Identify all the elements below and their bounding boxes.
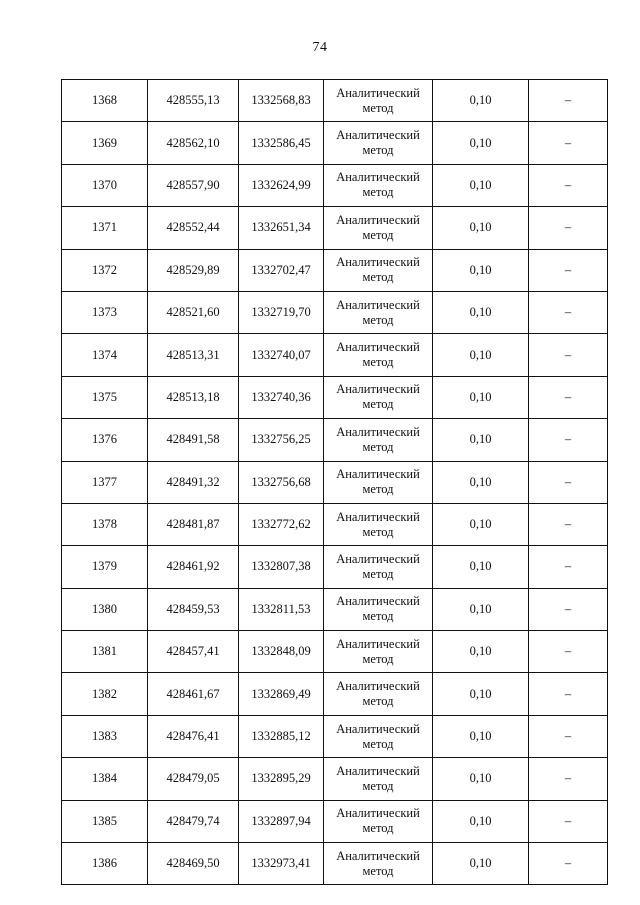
table-row xyxy=(62,122,608,164)
method-line-2: метод xyxy=(362,863,394,878)
table-row xyxy=(62,249,608,291)
accuracy-cell: 0,10 xyxy=(433,419,529,461)
x-coordinate-cell: 428552,44 xyxy=(148,207,239,249)
method-line-1: Аналитический xyxy=(336,467,420,482)
note-cell: – xyxy=(529,122,608,164)
method-line-1: Аналитический xyxy=(336,340,420,355)
table-row xyxy=(62,800,608,842)
y-coordinate-cell: 1332848,09 xyxy=(239,631,324,673)
note-cell: – xyxy=(529,715,608,757)
x-coordinate-cell: 428457,41 xyxy=(148,631,239,673)
accuracy-cell: 0,10 xyxy=(433,334,529,376)
table-row xyxy=(62,843,608,885)
y-coordinate-cell: 1332811,53 xyxy=(239,588,324,630)
y-coordinate-cell: 1332772,62 xyxy=(239,503,324,545)
accuracy-cell: 0,10 xyxy=(433,546,529,588)
point-number-cell: 1377 xyxy=(62,461,148,503)
method-cell xyxy=(324,291,433,333)
method-line-2: метод xyxy=(362,270,394,285)
method-cell xyxy=(324,843,433,885)
method-cell xyxy=(324,546,433,588)
accuracy-cell: 0,10 xyxy=(433,503,529,545)
note-cell: – xyxy=(529,80,608,122)
point-number-cell: 1381 xyxy=(62,631,148,673)
y-coordinate-cell: 1332568,83 xyxy=(239,80,324,122)
method-line-2: метод xyxy=(362,778,394,793)
point-number-cell: 1384 xyxy=(62,758,148,800)
method-cell xyxy=(324,715,433,757)
method-line-2: метод xyxy=(362,439,394,454)
y-coordinate-cell: 1332624,99 xyxy=(239,164,324,206)
method-line-2: метод xyxy=(362,651,394,666)
note-cell: – xyxy=(529,631,608,673)
method-line-2: метод xyxy=(362,227,394,242)
method-cell xyxy=(324,334,433,376)
table-row xyxy=(62,546,608,588)
coordinates-table-body xyxy=(62,80,608,885)
x-coordinate-cell: 428469,50 xyxy=(148,843,239,885)
y-coordinate-cell: 1332973,41 xyxy=(239,843,324,885)
method-cell xyxy=(324,122,433,164)
coordinates-table xyxy=(61,79,608,885)
x-coordinate-cell: 428513,31 xyxy=(148,334,239,376)
x-coordinate-cell: 428521,60 xyxy=(148,291,239,333)
accuracy-cell: 0,10 xyxy=(433,631,529,673)
method-line-1: Аналитический xyxy=(336,424,420,439)
x-coordinate-cell: 428491,58 xyxy=(148,419,239,461)
note-cell: – xyxy=(529,291,608,333)
note-cell: – xyxy=(529,673,608,715)
accuracy-cell: 0,10 xyxy=(433,758,529,800)
x-coordinate-cell: 428479,74 xyxy=(148,800,239,842)
point-number-cell: 1380 xyxy=(62,588,148,630)
y-coordinate-cell: 1332740,07 xyxy=(239,334,324,376)
method-line-2: метод xyxy=(362,566,394,581)
note-cell: – xyxy=(529,800,608,842)
table-row xyxy=(62,673,608,715)
table-row xyxy=(62,80,608,122)
point-number-cell: 1386 xyxy=(62,843,148,885)
method-line-2: метод xyxy=(362,100,394,115)
note-cell: – xyxy=(529,419,608,461)
method-cell xyxy=(324,80,433,122)
y-coordinate-cell: 1332807,38 xyxy=(239,546,324,588)
table-row xyxy=(62,291,608,333)
x-coordinate-cell: 428481,87 xyxy=(148,503,239,545)
method-line-2: метод xyxy=(362,143,394,158)
x-coordinate-cell: 428479,05 xyxy=(148,758,239,800)
note-cell: – xyxy=(529,546,608,588)
method-line-2: метод xyxy=(362,736,394,751)
y-coordinate-cell: 1332740,36 xyxy=(239,376,324,418)
x-coordinate-cell: 428459,53 xyxy=(148,588,239,630)
note-cell: – xyxy=(529,376,608,418)
method-line-1: Аналитический xyxy=(336,170,420,185)
point-number-cell: 1374 xyxy=(62,334,148,376)
method-line-1: Аналитический xyxy=(336,721,420,736)
point-number-cell: 1372 xyxy=(62,249,148,291)
accuracy-cell: 0,10 xyxy=(433,461,529,503)
method-line-2: метод xyxy=(362,821,394,836)
method-line-1: Аналитический xyxy=(336,594,420,609)
method-cell xyxy=(324,631,433,673)
point-number-cell: 1376 xyxy=(62,419,148,461)
point-number-cell: 1383 xyxy=(62,715,148,757)
method-cell xyxy=(324,419,433,461)
accuracy-cell: 0,10 xyxy=(433,376,529,418)
note-cell: – xyxy=(529,503,608,545)
method-line-1: Аналитический xyxy=(336,551,420,566)
method-cell xyxy=(324,376,433,418)
y-coordinate-cell: 1332586,45 xyxy=(239,122,324,164)
note-cell: – xyxy=(529,334,608,376)
note-cell: – xyxy=(529,207,608,249)
note-cell: – xyxy=(529,758,608,800)
method-cell xyxy=(324,800,433,842)
y-coordinate-cell: 1332897,94 xyxy=(239,800,324,842)
point-number-cell: 1375 xyxy=(62,376,148,418)
method-line-1: Аналитический xyxy=(336,128,420,143)
table-row xyxy=(62,588,608,630)
method-cell xyxy=(324,503,433,545)
accuracy-cell: 0,10 xyxy=(433,80,529,122)
method-line-2: метод xyxy=(362,482,394,497)
method-cell xyxy=(324,461,433,503)
point-number-cell: 1385 xyxy=(62,800,148,842)
x-coordinate-cell: 428555,13 xyxy=(148,80,239,122)
x-coordinate-cell: 428491,32 xyxy=(148,461,239,503)
method-line-1: Аналитический xyxy=(336,636,420,651)
accuracy-cell: 0,10 xyxy=(433,164,529,206)
y-coordinate-cell: 1332719,70 xyxy=(239,291,324,333)
method-cell xyxy=(324,207,433,249)
accuracy-cell: 0,10 xyxy=(433,207,529,249)
table-row xyxy=(62,334,608,376)
method-cell xyxy=(324,164,433,206)
accuracy-cell: 0,10 xyxy=(433,291,529,333)
method-cell xyxy=(324,588,433,630)
x-coordinate-cell: 428461,92 xyxy=(148,546,239,588)
y-coordinate-cell: 1332885,12 xyxy=(239,715,324,757)
x-coordinate-cell: 428557,90 xyxy=(148,164,239,206)
table-row xyxy=(62,758,608,800)
method-cell xyxy=(324,758,433,800)
point-number-cell: 1369 xyxy=(62,122,148,164)
method-line-1: Аналитический xyxy=(336,382,420,397)
table-row xyxy=(62,631,608,673)
method-line-1: Аналитический xyxy=(336,255,420,270)
method-line-1: Аналитический xyxy=(336,763,420,778)
page-number: 74 xyxy=(312,40,328,55)
method-line-1: Аналитический xyxy=(336,679,420,694)
table-row xyxy=(62,503,608,545)
table-row xyxy=(62,715,608,757)
method-line-2: метод xyxy=(362,694,394,709)
note-cell: – xyxy=(529,164,608,206)
point-number-cell: 1371 xyxy=(62,207,148,249)
table-row xyxy=(62,419,608,461)
method-line-1: Аналитический xyxy=(336,509,420,524)
table-row xyxy=(62,207,608,249)
point-number-cell: 1368 xyxy=(62,80,148,122)
y-coordinate-cell: 1332756,25 xyxy=(239,419,324,461)
method-line-2: метод xyxy=(362,185,394,200)
x-coordinate-cell: 428529,89 xyxy=(148,249,239,291)
accuracy-cell: 0,10 xyxy=(433,843,529,885)
y-coordinate-cell: 1332702,47 xyxy=(239,249,324,291)
note-cell: – xyxy=(529,249,608,291)
x-coordinate-cell: 428562,10 xyxy=(148,122,239,164)
accuracy-cell: 0,10 xyxy=(433,122,529,164)
y-coordinate-cell: 1332895,29 xyxy=(239,758,324,800)
method-line-2: метод xyxy=(362,312,394,327)
point-number-cell: 1379 xyxy=(62,546,148,588)
accuracy-cell: 0,10 xyxy=(433,673,529,715)
table-row xyxy=(62,376,608,418)
note-cell: – xyxy=(529,461,608,503)
method-cell xyxy=(324,249,433,291)
method-line-2: метод xyxy=(362,355,394,370)
method-cell xyxy=(324,673,433,715)
note-cell: – xyxy=(529,843,608,885)
method-line-1: Аналитический xyxy=(336,297,420,312)
x-coordinate-cell: 428461,67 xyxy=(148,673,239,715)
method-line-2: метод xyxy=(362,524,394,539)
method-line-1: Аналитический xyxy=(336,848,420,863)
accuracy-cell: 0,10 xyxy=(433,715,529,757)
x-coordinate-cell: 428513,18 xyxy=(148,376,239,418)
table-row xyxy=(62,164,608,206)
y-coordinate-cell: 1332756,68 xyxy=(239,461,324,503)
x-coordinate-cell: 428476,41 xyxy=(148,715,239,757)
table-row xyxy=(62,461,608,503)
accuracy-cell: 0,10 xyxy=(433,249,529,291)
y-coordinate-cell: 1332869,49 xyxy=(239,673,324,715)
y-coordinate-cell: 1332651,34 xyxy=(239,207,324,249)
point-number-cell: 1370 xyxy=(62,164,148,206)
method-line-1: Аналитический xyxy=(336,85,420,100)
point-number-cell: 1373 xyxy=(62,291,148,333)
method-line-1: Аналитический xyxy=(336,212,420,227)
point-number-cell: 1382 xyxy=(62,673,148,715)
method-line-1: Аналитический xyxy=(336,806,420,821)
method-line-2: метод xyxy=(362,609,394,624)
accuracy-cell: 0,10 xyxy=(433,800,529,842)
method-line-2: метод xyxy=(362,397,394,412)
note-cell: – xyxy=(529,588,608,630)
point-number-cell: 1378 xyxy=(62,503,148,545)
accuracy-cell: 0,10 xyxy=(433,588,529,630)
